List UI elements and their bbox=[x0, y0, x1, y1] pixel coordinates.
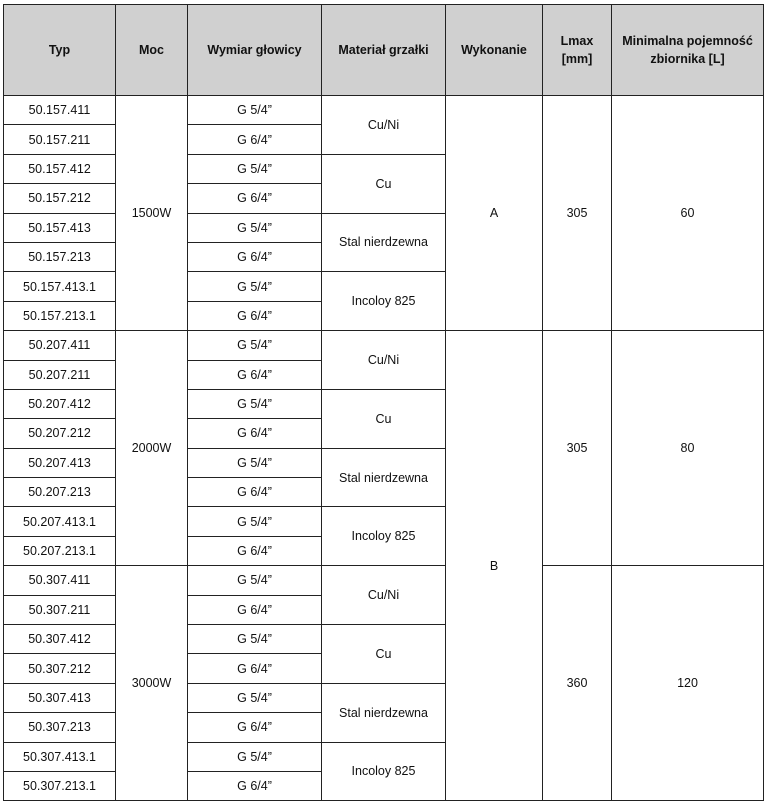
material-cell: Incoloy 825 bbox=[322, 507, 446, 566]
capacity-cell: 60 bbox=[612, 96, 764, 331]
type-cell: 50.157.213 bbox=[4, 242, 116, 271]
type-cell: 50.157.411 bbox=[4, 96, 116, 125]
head-size-cell: G 5/4” bbox=[188, 331, 322, 360]
lmax-cell: 305 bbox=[543, 331, 612, 566]
type-cell: 50.307.413.1 bbox=[4, 742, 116, 771]
power-cell: 2000W bbox=[116, 331, 188, 566]
head-size-cell: G 5/4” bbox=[188, 213, 322, 242]
head-size-cell: G 5/4” bbox=[188, 154, 322, 183]
head-size-cell: G 5/4” bbox=[188, 448, 322, 477]
type-cell: 50.157.212 bbox=[4, 184, 116, 213]
head-size-cell: G 6/4” bbox=[188, 419, 322, 448]
material-cell: Incoloy 825 bbox=[322, 742, 446, 801]
header-wymiar: Wymiar głowicy bbox=[188, 5, 322, 96]
head-size-cell: G 6/4” bbox=[188, 771, 322, 800]
lmax-cell: 360 bbox=[543, 566, 612, 801]
material-cell: Cu/Ni bbox=[322, 566, 446, 625]
type-cell: 50.207.212 bbox=[4, 419, 116, 448]
type-cell: 50.207.213 bbox=[4, 478, 116, 507]
head-size-cell: G 6/4” bbox=[188, 478, 322, 507]
type-cell: 50.207.413.1 bbox=[4, 507, 116, 536]
type-cell: 50.307.412 bbox=[4, 625, 116, 654]
type-cell: 50.207.211 bbox=[4, 360, 116, 389]
power-cell: 1500W bbox=[116, 96, 188, 331]
head-size-cell: G 6/4” bbox=[188, 184, 322, 213]
type-cell: 50.157.413 bbox=[4, 213, 116, 242]
material-cell: Cu/Ni bbox=[322, 331, 446, 390]
head-size-cell: G 5/4” bbox=[188, 683, 322, 712]
power-cell: 3000W bbox=[116, 566, 188, 801]
head-size-cell: G 6/4” bbox=[188, 242, 322, 271]
material-cell: Stal nierdzewna bbox=[322, 683, 446, 742]
execution-cell: A bbox=[446, 96, 543, 331]
header-typ: Typ bbox=[4, 5, 116, 96]
head-size-cell: G 5/4” bbox=[188, 566, 322, 595]
type-cell: 50.157.412 bbox=[4, 154, 116, 183]
material-cell: Cu bbox=[322, 389, 446, 448]
head-size-cell: G 5/4” bbox=[188, 742, 322, 771]
heater-spec-table bbox=[3, 4, 764, 801]
type-cell: 50.207.413 bbox=[4, 448, 116, 477]
type-cell: 50.207.213.1 bbox=[4, 536, 116, 565]
material-cell: Cu/Ni bbox=[322, 96, 446, 155]
type-cell: 50.157.211 bbox=[4, 125, 116, 154]
type-cell: 50.157.413.1 bbox=[4, 272, 116, 301]
head-size-cell: G 6/4” bbox=[188, 360, 322, 389]
capacity-cell: 120 bbox=[612, 566, 764, 801]
table-row bbox=[4, 96, 764, 125]
head-size-cell: G 6/4” bbox=[188, 654, 322, 683]
head-size-cell: G 5/4” bbox=[188, 96, 322, 125]
head-size-cell: G 6/4” bbox=[188, 595, 322, 624]
header-lmax: Lmax [mm] bbox=[543, 5, 612, 96]
type-cell: 50.157.213.1 bbox=[4, 301, 116, 330]
type-cell: 50.307.213 bbox=[4, 713, 116, 742]
header-moc: Moc bbox=[116, 5, 188, 96]
header-pojemnosc: Minimalna pojemność zbiornika [L] bbox=[612, 5, 764, 96]
type-cell: 50.207.411 bbox=[4, 331, 116, 360]
head-size-cell: G 6/4” bbox=[188, 713, 322, 742]
head-size-cell: G 5/4” bbox=[188, 389, 322, 418]
type-cell: 50.307.411 bbox=[4, 566, 116, 595]
type-cell: 50.307.413 bbox=[4, 683, 116, 712]
head-size-cell: G 6/4” bbox=[188, 301, 322, 330]
head-size-cell: G 6/4” bbox=[188, 125, 322, 154]
material-cell: Cu bbox=[322, 154, 446, 213]
material-cell: Cu bbox=[322, 625, 446, 684]
type-cell: 50.307.211 bbox=[4, 595, 116, 624]
header-wykonanie: Wykonanie bbox=[446, 5, 543, 96]
capacity-cell: 80 bbox=[612, 331, 764, 566]
type-cell: 50.207.412 bbox=[4, 389, 116, 418]
type-cell: 50.307.213.1 bbox=[4, 771, 116, 800]
execution-cell: B bbox=[446, 331, 543, 801]
table-row bbox=[4, 331, 764, 360]
head-size-cell: G 5/4” bbox=[188, 625, 322, 654]
header-material: Materiał grzałki bbox=[322, 5, 446, 96]
material-cell: Stal nierdzewna bbox=[322, 213, 446, 272]
lmax-cell: 305 bbox=[543, 96, 612, 331]
material-cell: Incoloy 825 bbox=[322, 272, 446, 331]
head-size-cell: G 5/4” bbox=[188, 507, 322, 536]
head-size-cell: G 5/4” bbox=[188, 272, 322, 301]
header-row bbox=[4, 5, 764, 96]
material-cell: Stal nierdzewna bbox=[322, 448, 446, 507]
type-cell: 50.307.212 bbox=[4, 654, 116, 683]
head-size-cell: G 6/4” bbox=[188, 536, 322, 565]
table-row bbox=[4, 566, 764, 595]
